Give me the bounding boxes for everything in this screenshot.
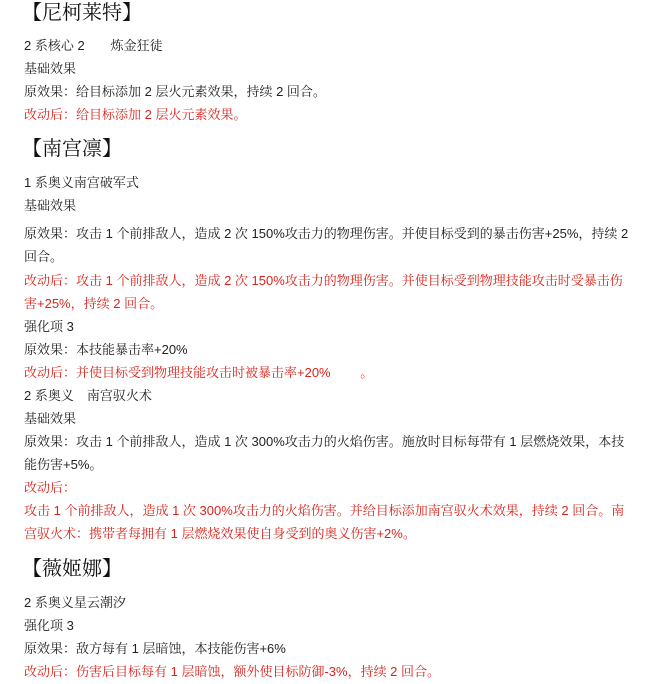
changed-effect: 害+25%，持续 2 回合。 [24, 296, 164, 311]
original-effect: 原效果：本技能暴击率+20% [24, 342, 188, 357]
original-effect: 回合。 [24, 249, 64, 264]
changed-effect: 改动后：并使目标受到物理技能攻击时被暴击率+20% 。 [24, 365, 374, 380]
skill-name: 1 系奥义南宫破军式 [24, 175, 139, 190]
changed-effect: 改动后：伤害后目标每有 1 层暗蚀，额外使目标防御-3%，持续 2 回合。 [24, 664, 441, 679]
skill-name: 2 系核心 2 炼金狂徒 [24, 38, 163, 53]
original-effect: 能伤害+5%。 [24, 457, 103, 472]
changed-effect: 宫驭火术：携带者每拥有 1 层燃烧效果使自身受到的奥义伤害+2%。 [24, 526, 416, 541]
section-title: 【尼柯莱特】 [22, 2, 142, 24]
enhancement-label: 强化项 3 [24, 618, 74, 633]
original-effect: 原效果：攻击 1 个前排敌人，造成 1 次 300%攻击力的火焰伤害。施放时目标每带有 1 层燃烧效果，本技 [24, 434, 625, 449]
effect-label: 基础效果 [24, 198, 77, 213]
changed-effect: 改动后：给目标添加 2 层火元素效果。 [24, 107, 247, 122]
effect-label: 基础效果 [24, 411, 77, 426]
enhancement-label: 强化项 3 [24, 319, 74, 334]
section-title: 【薇姬娜】 [22, 558, 122, 580]
effect-label: 基础效果 [24, 61, 77, 76]
skill-name: 2 系奥义 南宫驭火术 [24, 388, 152, 403]
skill-name: 2 系奥义星云潮汐 [24, 595, 126, 610]
changed-effect: 改动后： [24, 480, 77, 495]
changed-effect: 改动后：攻击 1 个前排敌人，造成 2 次 150%攻击力的物理伤害。并使目标受到物理技能攻击时受暴击伤 [24, 273, 623, 288]
original-effect: 原效果：攻击 1 个前排敌人，造成 2 次 150%攻击力的物理伤害。并使目标受到的暴击伤害+25%，持续 2 [24, 226, 629, 241]
original-effect: 原效果：敌方每有 1 层暗蚀，本技能伤害+6% [24, 641, 286, 656]
changed-effect: 攻击 1 个前排敌人，造成 1 次 300%攻击力的火焰伤害。并给目标添加南宫驭火术效果，持续 2 回合。南 [24, 503, 625, 518]
section-title: 【南宫凛】 [22, 138, 122, 160]
original-effect: 原效果：给目标添加 2 层火元素效果，持续 2 回合。 [24, 84, 326, 99]
